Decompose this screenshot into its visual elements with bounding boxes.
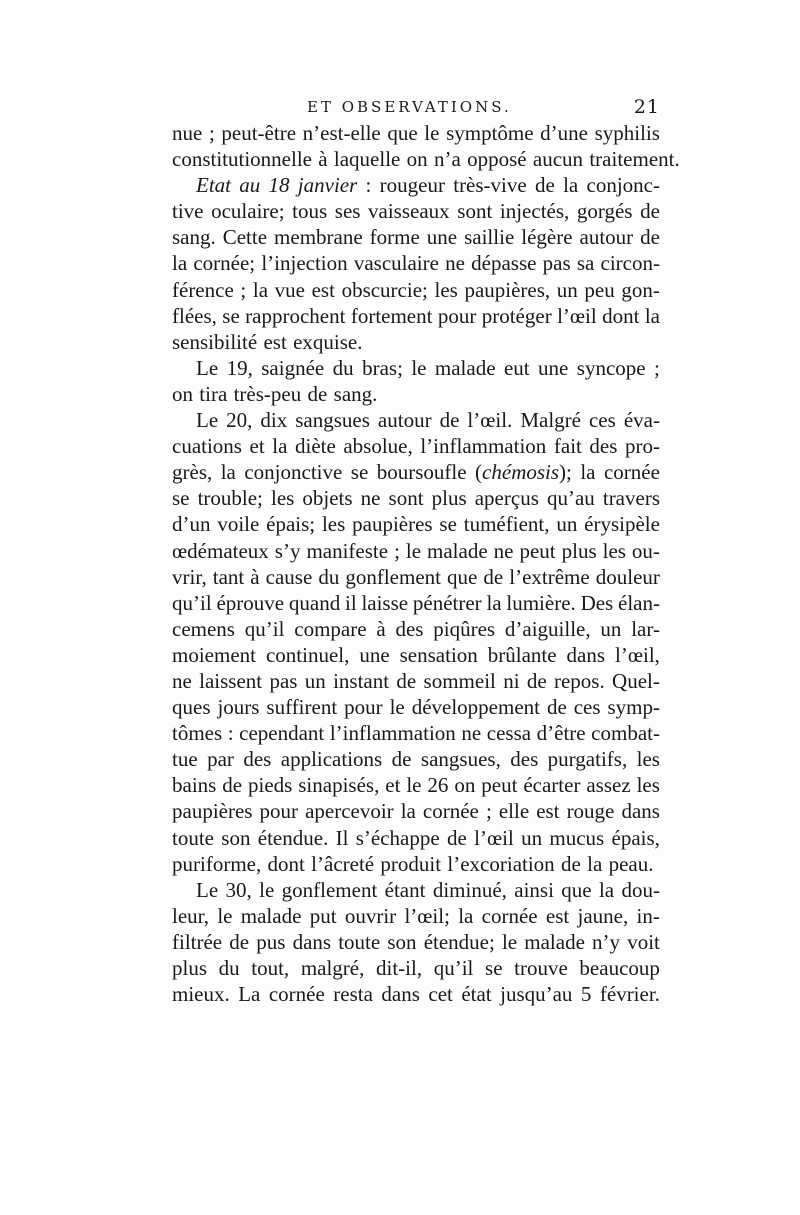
text-line: vrir, tant à cause du gonflement que de l’extrême douleur (172, 564, 660, 589)
text-line: sensibilité est exquise. (172, 329, 363, 354)
text-line: se trouble; les objets ne sont plus aperçus qu’au travers (172, 486, 660, 511)
text-line: Le 19, saignée du bras; le malade eut une syncope ; (196, 355, 660, 380)
text-line: œdémateux s’y manifeste ; le malade ne peut plus les ou- (172, 538, 660, 563)
text-line: moiement continuel, une sensation brûlante dans l’œil, (172, 642, 660, 667)
text-line: férence ; la vue est obscurcie; les paupières, un peu gon- (172, 277, 660, 302)
text-line: ne laissent pas un instant de sommeil ni de repos. Quel- (172, 668, 660, 693)
text-line: on tira très-peu de sang. (172, 381, 378, 406)
page-number: 21 (633, 96, 660, 118)
text-line: Etat au 18 janvier : rougeur très-vive de la conjonc- (196, 173, 660, 198)
text-line: Le 20, dix sangsues autour de l’œil. Malgré ces éva- (196, 408, 660, 433)
text-line: bains de pieds sinapisés, et le 26 on peut écarter assez les (172, 773, 660, 798)
text-line: flées, se rapprochent fortement pour protéger l’œil dont la (172, 303, 660, 328)
text-line: qu’il éprouve quand il laisse pénétrer la lumière. Des élan- (172, 590, 660, 615)
text-line: plus du tout, malgré, dit-il, qu’il se trouve beaucoup (172, 956, 660, 980)
text-line: ques jours suffirent pour le développement de ces symp- (172, 695, 660, 720)
text-line: cuations et la diète absolue, l’inflammation fait des pro- (172, 434, 660, 459)
text-line: tue par des applications de sangsues, des purgatifs, les (172, 747, 660, 772)
text-line: cemens qu’il compare à des piqûres d’aiguille, un lar- (172, 616, 660, 641)
text-line: tômes : cependant l’inflammation ne cessa d’être combat- (172, 721, 660, 746)
text-line: filtrée de pus dans toute son étendue; le malade n’y voit (172, 929, 660, 954)
text-line: mieux. La cornée resta dans cet état jusqu’au 5 février. (172, 982, 660, 1007)
text-line: la cornée; l’injection vasculaire ne dépasse pas sa circon- (172, 251, 660, 276)
text-line: d’un voile épais; les paupières se tuméfient, un érysipèle (172, 512, 660, 537)
text-line: leur, le malade put ouvrir l’œil; la cornée est jaune, in- (172, 903, 660, 928)
text-line: nue ; peut-être n’est-elle que le symptôme d’une syphilis (172, 121, 660, 145)
text-line: toute son étendue. Il s’échappe de l’œil un mucus épais, (172, 825, 660, 850)
text-line: constitutionnelle à laquelle on n’a opposé aucun traitement. (172, 147, 680, 172)
page-header (172, 96, 660, 122)
body-text (172, 120, 680, 1007)
text-line: sang. Cette membrane forme une saillie légère autour de (172, 225, 660, 250)
text-line: Le 30, le gonflement étant diminué, ainsi que la dou- (196, 877, 660, 902)
text-line: paupières pour apercevoir la cornée ; elle est rouge dans (172, 799, 660, 824)
running-title: ET OBSERVATIONS. (307, 98, 512, 116)
text-line: grès, la conjonctive se boursoufle (chémosis); la cornée (172, 460, 660, 485)
text-line: tive oculaire; tous ses vaisseaux sont injectés, gorgés de (172, 199, 660, 224)
text-line: puriforme, dont l’âcreté produit l’excoriation de la peau. (172, 851, 654, 876)
